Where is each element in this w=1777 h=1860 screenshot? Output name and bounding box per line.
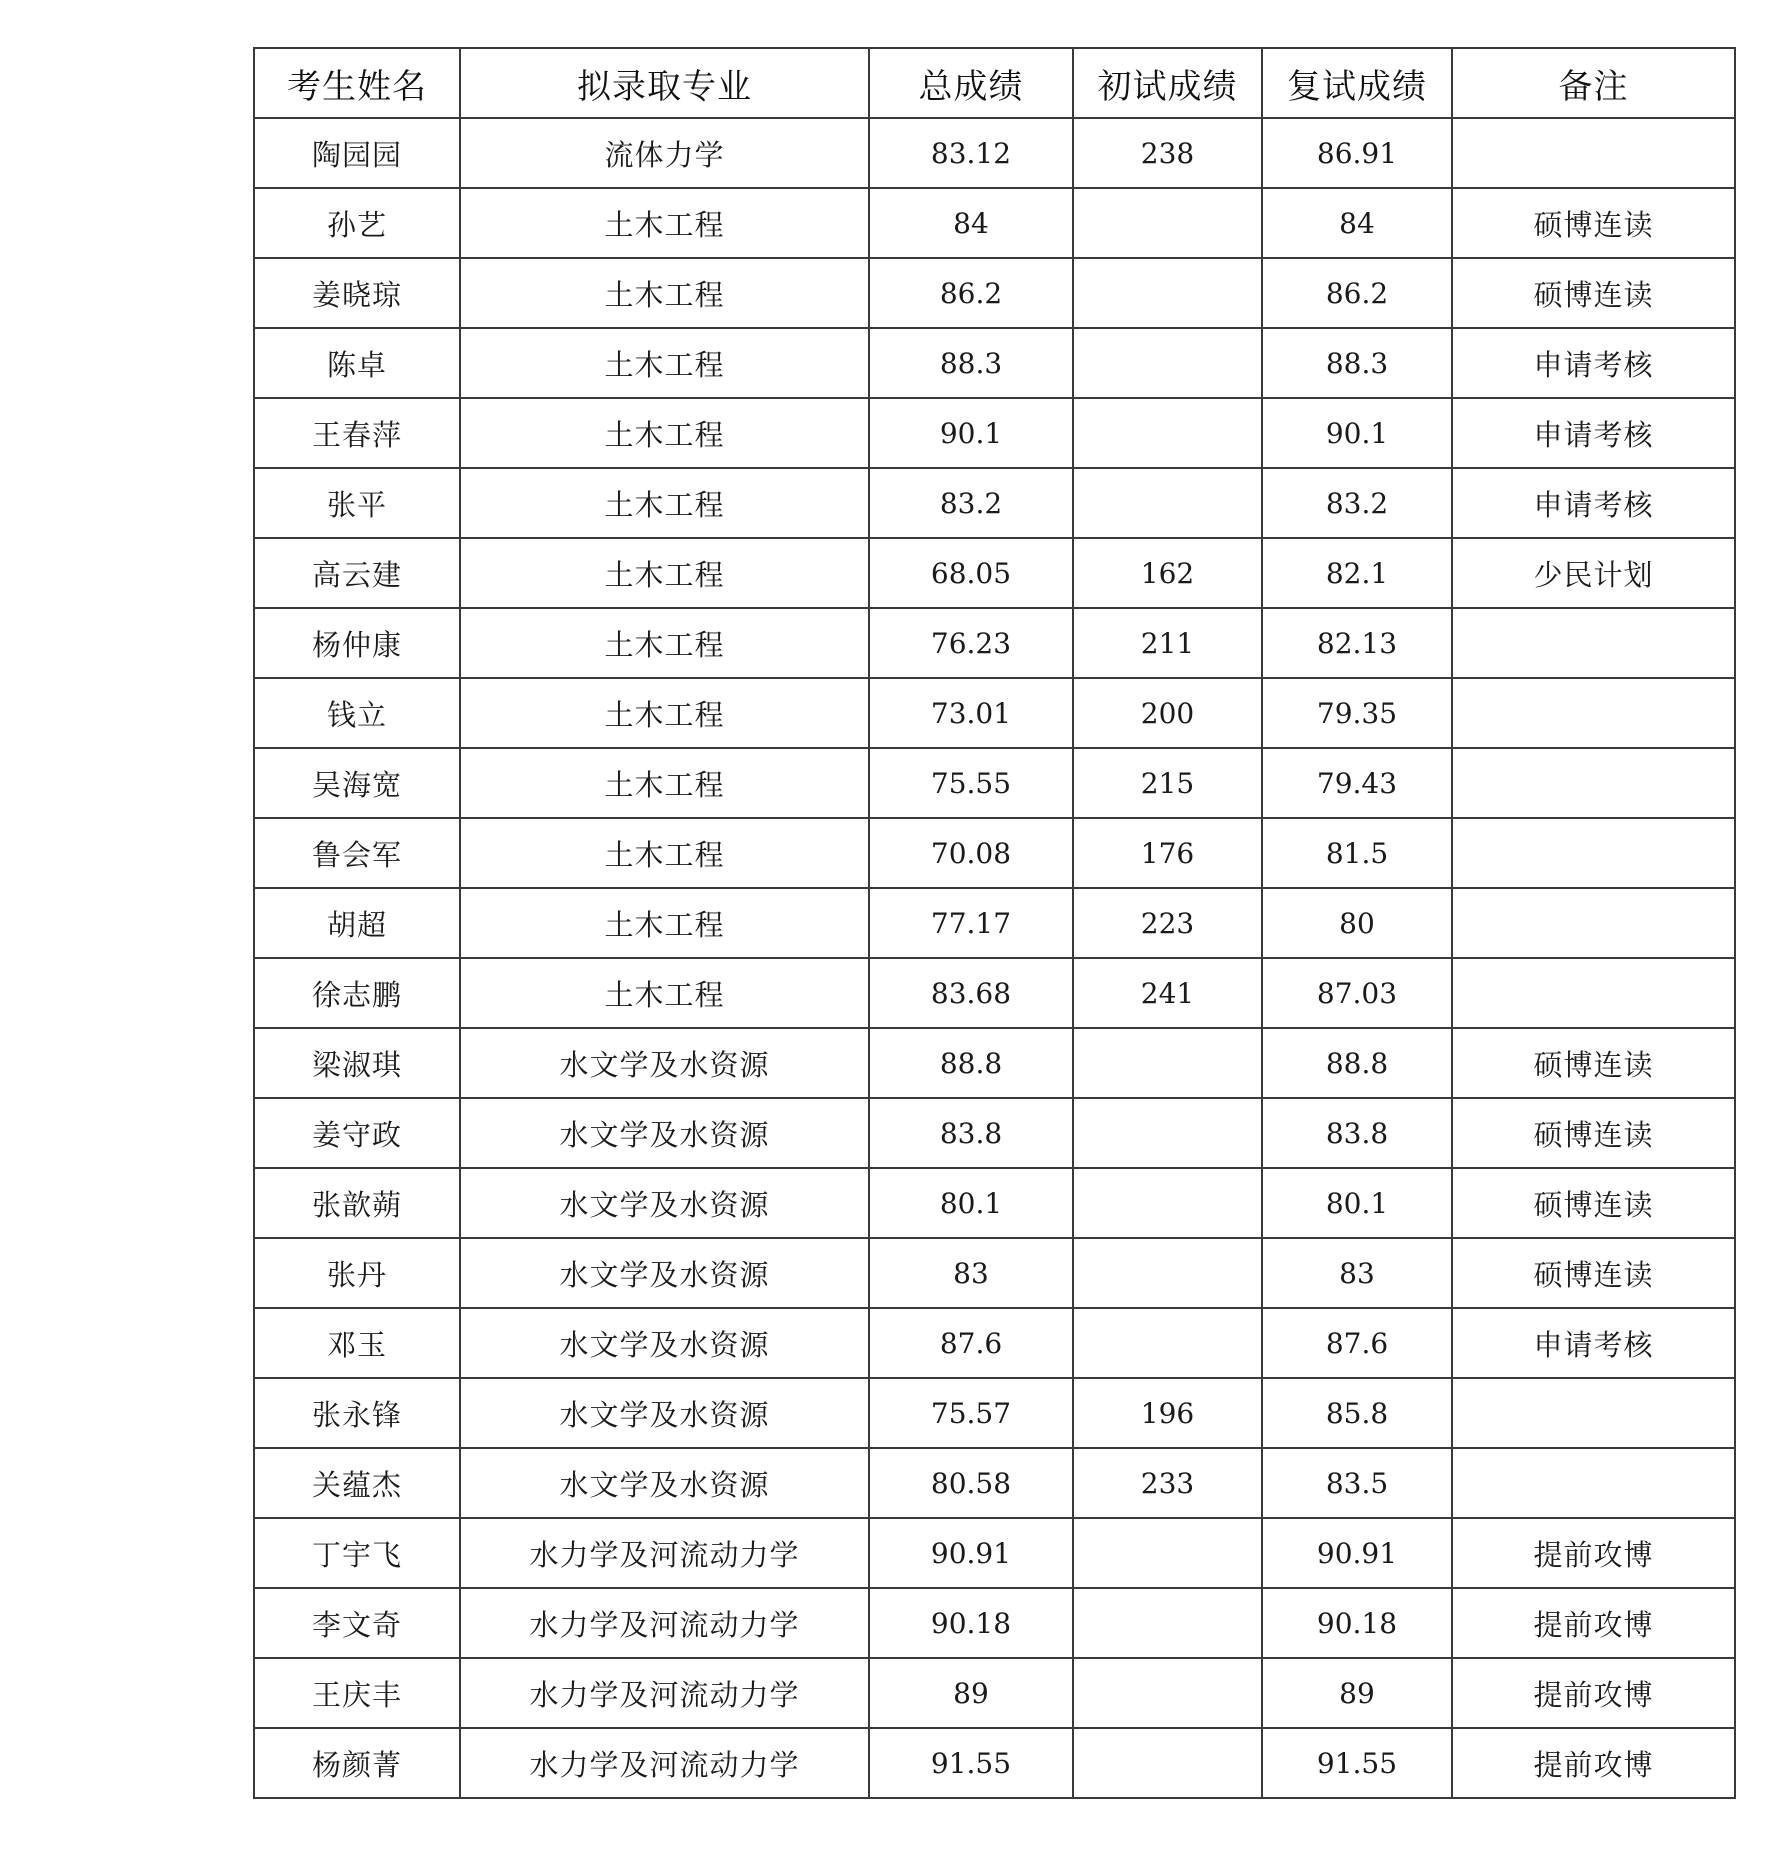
cell-note	[1452, 888, 1735, 958]
cell-name: 丁宇飞	[254, 1518, 460, 1588]
cell-note: 申请考核	[1452, 468, 1735, 538]
table-row	[254, 888, 1735, 958]
table-row	[254, 258, 1735, 328]
cell-initial-score: 223	[1073, 888, 1262, 958]
cell-note: 申请考核	[1452, 328, 1735, 398]
cell-major: 土木工程	[460, 818, 869, 888]
cell-total-score: 77.17	[869, 888, 1073, 958]
cell-retest-score: 88.8	[1262, 1028, 1452, 1098]
cell-total-score: 90.91	[869, 1518, 1073, 1588]
header-major: 拟录取专业	[460, 48, 869, 118]
cell-name: 姜守政	[254, 1098, 460, 1168]
cell-note	[1452, 818, 1735, 888]
cell-initial-score	[1073, 1098, 1262, 1168]
cell-note: 提前攻博	[1452, 1728, 1735, 1798]
cell-note	[1452, 118, 1735, 188]
table-row	[254, 1588, 1735, 1658]
cell-name: 胡超	[254, 888, 460, 958]
cell-initial-score	[1073, 1168, 1262, 1238]
cell-major: 水文学及水资源	[460, 1238, 869, 1308]
header-name: 考生姓名	[254, 48, 460, 118]
cell-initial-score: 211	[1073, 608, 1262, 678]
table-row	[254, 328, 1735, 398]
cell-total-score: 83.8	[869, 1098, 1073, 1168]
table-row	[254, 1098, 1735, 1168]
cell-name: 张歆蒴	[254, 1168, 460, 1238]
cell-name: 王春萍	[254, 398, 460, 468]
table-row	[254, 188, 1735, 258]
cell-major: 水力学及河流动力学	[460, 1728, 869, 1798]
cell-initial-score	[1073, 258, 1262, 328]
header-retest-score: 复试成绩	[1262, 48, 1452, 118]
table-body	[254, 118, 1735, 1798]
cell-initial-score: 200	[1073, 678, 1262, 748]
cell-initial-score: 233	[1073, 1448, 1262, 1518]
table-row	[254, 818, 1735, 888]
cell-name: 吴海宽	[254, 748, 460, 818]
table-row	[254, 958, 1735, 1028]
table-row	[254, 398, 1735, 468]
cell-major: 土木工程	[460, 398, 869, 468]
cell-major: 水文学及水资源	[460, 1098, 869, 1168]
cell-name: 徐志鹏	[254, 958, 460, 1028]
cell-initial-score	[1073, 188, 1262, 258]
cell-total-score: 88.3	[869, 328, 1073, 398]
cell-name: 姜晓琼	[254, 258, 460, 328]
cell-total-score: 70.08	[869, 818, 1073, 888]
cell-note: 申请考核	[1452, 398, 1735, 468]
cell-name: 高云建	[254, 538, 460, 608]
cell-name: 杨颜菁	[254, 1728, 460, 1798]
table-row	[254, 1448, 1735, 1518]
cell-initial-score	[1073, 1308, 1262, 1378]
cell-retest-score: 80.1	[1262, 1168, 1452, 1238]
cell-note	[1452, 678, 1735, 748]
cell-note	[1452, 748, 1735, 818]
cell-note: 硕博连读	[1452, 258, 1735, 328]
cell-major: 土木工程	[460, 468, 869, 538]
cell-note: 硕博连读	[1452, 1238, 1735, 1308]
cell-name: 孙艺	[254, 188, 460, 258]
cell-retest-score: 81.5	[1262, 818, 1452, 888]
cell-total-score: 90.1	[869, 398, 1073, 468]
cell-total-score: 83	[869, 1238, 1073, 1308]
cell-retest-score: 83	[1262, 1238, 1452, 1308]
header-note: 备注	[1452, 48, 1735, 118]
table-row	[254, 118, 1735, 188]
cell-retest-score: 79.35	[1262, 678, 1452, 748]
cell-major: 土木工程	[460, 328, 869, 398]
table-row	[254, 1308, 1735, 1378]
cell-major: 土木工程	[460, 748, 869, 818]
cell-note: 硕博连读	[1452, 188, 1735, 258]
cell-retest-score: 86.2	[1262, 258, 1452, 328]
cell-major: 土木工程	[460, 608, 869, 678]
table-row	[254, 1378, 1735, 1448]
cell-total-score: 75.55	[869, 748, 1073, 818]
cell-name: 钱立	[254, 678, 460, 748]
cell-major: 水力学及河流动力学	[460, 1518, 869, 1588]
cell-initial-score	[1073, 1658, 1262, 1728]
cell-total-score: 87.6	[869, 1308, 1073, 1378]
cell-retest-score: 85.8	[1262, 1378, 1452, 1448]
cell-retest-score: 90.18	[1262, 1588, 1452, 1658]
cell-retest-score: 88.3	[1262, 328, 1452, 398]
cell-note: 提前攻博	[1452, 1588, 1735, 1658]
cell-major: 土木工程	[460, 188, 869, 258]
cell-retest-score: 84	[1262, 188, 1452, 258]
cell-major: 土木工程	[460, 888, 869, 958]
cell-note: 提前攻博	[1452, 1658, 1735, 1728]
cell-major: 土木工程	[460, 258, 869, 328]
table-row	[254, 1168, 1735, 1238]
cell-name: 张永锋	[254, 1378, 460, 1448]
cell-total-score: 84	[869, 188, 1073, 258]
cell-note	[1452, 958, 1735, 1028]
cell-note: 提前攻博	[1452, 1518, 1735, 1588]
cell-total-score: 91.55	[869, 1728, 1073, 1798]
cell-total-score: 73.01	[869, 678, 1073, 748]
cell-initial-score	[1073, 1588, 1262, 1658]
cell-retest-score: 83.2	[1262, 468, 1452, 538]
cell-note	[1452, 1448, 1735, 1518]
table-row	[254, 1518, 1735, 1588]
cell-name: 关蕴杰	[254, 1448, 460, 1518]
cell-total-score: 68.05	[869, 538, 1073, 608]
cell-initial-score	[1073, 1028, 1262, 1098]
cell-retest-score: 86.91	[1262, 118, 1452, 188]
cell-major: 土木工程	[460, 958, 869, 1028]
cell-retest-score: 90.91	[1262, 1518, 1452, 1588]
cell-initial-score	[1073, 1238, 1262, 1308]
cell-total-score: 80.58	[869, 1448, 1073, 1518]
cell-major: 水力学及河流动力学	[460, 1658, 869, 1728]
table-row	[254, 678, 1735, 748]
cell-name: 陈卓	[254, 328, 460, 398]
cell-initial-score	[1073, 1728, 1262, 1798]
table-row	[254, 1728, 1735, 1798]
cell-major: 水力学及河流动力学	[460, 1588, 869, 1658]
cell-initial-score: 196	[1073, 1378, 1262, 1448]
cell-initial-score: 162	[1073, 538, 1262, 608]
cell-total-score: 90.18	[869, 1588, 1073, 1658]
cell-note	[1452, 1378, 1735, 1448]
cell-initial-score	[1073, 328, 1262, 398]
header-total-score: 总成绩	[869, 48, 1073, 118]
cell-retest-score: 82.1	[1262, 538, 1452, 608]
cell-name: 王庆丰	[254, 1658, 460, 1728]
cell-name: 张丹	[254, 1238, 460, 1308]
cell-total-score: 76.23	[869, 608, 1073, 678]
cell-major: 水文学及水资源	[460, 1378, 869, 1448]
cell-note: 硕博连读	[1452, 1098, 1735, 1168]
cell-name: 邓玉	[254, 1308, 460, 1378]
cell-note: 申请考核	[1452, 1308, 1735, 1378]
cell-name: 鲁会军	[254, 818, 460, 888]
cell-retest-score: 82.13	[1262, 608, 1452, 678]
cell-retest-score: 83.8	[1262, 1098, 1452, 1168]
cell-name: 陶园园	[254, 118, 460, 188]
cell-initial-score	[1073, 468, 1262, 538]
table-row	[254, 608, 1735, 678]
cell-major: 流体力学	[460, 118, 869, 188]
cell-name: 李文奇	[254, 1588, 460, 1658]
cell-retest-score: 79.43	[1262, 748, 1452, 818]
cell-total-score: 83.12	[869, 118, 1073, 188]
cell-retest-score: 90.1	[1262, 398, 1452, 468]
admission-score-table	[253, 47, 1736, 1799]
cell-total-score: 88.8	[869, 1028, 1073, 1098]
cell-major: 水文学及水资源	[460, 1028, 869, 1098]
cell-major: 土木工程	[460, 538, 869, 608]
cell-total-score: 83.2	[869, 468, 1073, 538]
cell-initial-score: 176	[1073, 818, 1262, 888]
cell-total-score: 86.2	[869, 258, 1073, 328]
cell-major: 水文学及水资源	[460, 1448, 869, 1518]
header-initial-score: 初试成绩	[1073, 48, 1262, 118]
cell-major: 水文学及水资源	[460, 1168, 869, 1238]
cell-initial-score: 241	[1073, 958, 1262, 1028]
cell-note: 硕博连读	[1452, 1028, 1735, 1098]
cell-note	[1452, 608, 1735, 678]
cell-retest-score: 91.55	[1262, 1728, 1452, 1798]
cell-name: 杨仲康	[254, 608, 460, 678]
cell-initial-score	[1073, 1518, 1262, 1588]
cell-retest-score: 87.6	[1262, 1308, 1452, 1378]
table-row	[254, 748, 1735, 818]
cell-initial-score	[1073, 398, 1262, 468]
table-row	[254, 1658, 1735, 1728]
table-row	[254, 468, 1735, 538]
cell-retest-score: 80	[1262, 888, 1452, 958]
cell-total-score: 80.1	[869, 1168, 1073, 1238]
cell-retest-score: 89	[1262, 1658, 1452, 1728]
cell-total-score: 83.68	[869, 958, 1073, 1028]
cell-note: 硕博连读	[1452, 1168, 1735, 1238]
cell-initial-score: 238	[1073, 118, 1262, 188]
table-row	[254, 538, 1735, 608]
cell-major: 土木工程	[460, 678, 869, 748]
cell-name: 梁淑琪	[254, 1028, 460, 1098]
cell-retest-score: 87.03	[1262, 958, 1452, 1028]
header-row	[254, 48, 1735, 118]
cell-initial-score: 215	[1073, 748, 1262, 818]
cell-total-score: 75.57	[869, 1378, 1073, 1448]
cell-name: 张平	[254, 468, 460, 538]
cell-note: 少民计划	[1452, 538, 1735, 608]
cell-total-score: 89	[869, 1658, 1073, 1728]
cell-major: 水文学及水资源	[460, 1308, 869, 1378]
table-row	[254, 1238, 1735, 1308]
cell-retest-score: 83.5	[1262, 1448, 1452, 1518]
table-row	[254, 1028, 1735, 1098]
